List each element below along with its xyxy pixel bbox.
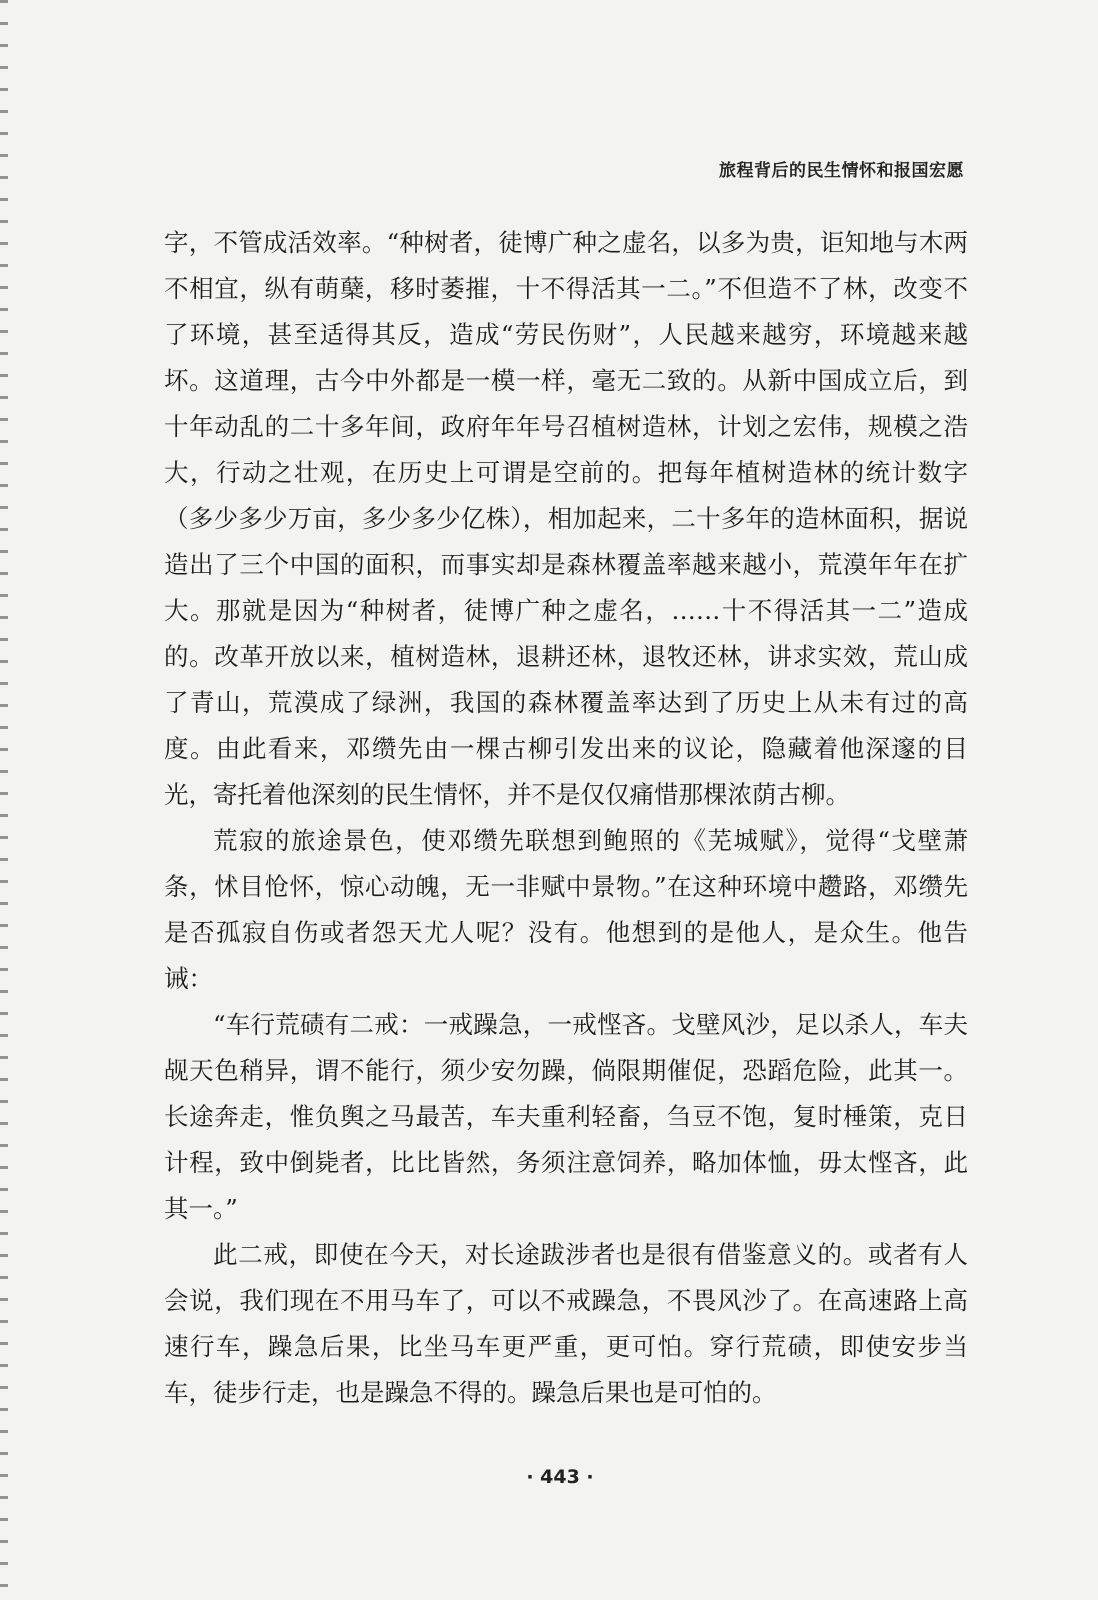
paragraph: 荒寂的旅途景色，使邓缵先联想到鲍照的《芜城赋》，觉得“戈壁萧条，怵目怆怀，惊心动魄，无一非赋中景物。”在这种环境中趱路，邓缵先是否孤寂自伤或者怨天尤人呢？没有。他想到的是他人，是众生。他告诫： bbox=[164, 826, 968, 993]
paragraph: 此二戒，即使在今天，对长途跋涉者也是很有借鉴意义的。或者有人会说，我们现在不用马车了，可以不戒躁急，不畏风沙了。在高速路上高速行车，躁急后果，比坐马车更严重，更可怕。穿行荒碛，即使安步当车，徒步行走，也是躁急不得的。躁急后果也是可怕的。 bbox=[164, 1240, 968, 1407]
page-number: · 443 · bbox=[526, 1466, 594, 1488]
body-text bbox=[164, 220, 968, 1416]
running-head: 旅程背后的民生情怀和报国宏愿 bbox=[719, 161, 964, 181]
quoted-paragraph: “车行荒碛有二戒：一戒躁急，一戒悭吝。戈壁风沙，足以杀人，车夫觇天色稍异，谓不能行，须少安勿躁，倘限期催促，恐蹈危险，此其一。长途奔走，惟负舆之马最苦，车夫重利轻畜，刍豆不饱，复时棰策，克日计程，致中倒毙者，比比皆然，务须注意饲养，略加体恤，毋太悭吝，此其一。” bbox=[164, 1010, 968, 1223]
scan-edge-marks bbox=[0, 0, 8, 1600]
paragraph-continued: 字，不管成活效率。“种树者，徒博广种之虚名，以多为贵，讵知地与木两不相宜，纵有萌蘖，移时萎摧，十不得活其一二。”不但造不了林，改变不了环境，甚至适得其反，造成“劳民伤财”，人民越来越穷，环境越来越坏。这道理，古今中外都是一模一样，毫无二致的。从新中国成立后，到十年动乱的二十多年间，政府年年号召植树造林，计划之宏伟，规模之浩大，行动之壮观，在历史上可谓是空前的。把每年植树造林的统计数字（多少多少万亩，多少多少亿株），相加起来，二十多年的造林面积，据说造出了三个中国的面积，而事实却是森林覆盖率越来越小，荒漠年年在扩大。那就是因为“种树者，徒博广种之虚名，……十不得活其一二”造成的。改革开放以来，植树造林，退耕还林，退牧还林，讲求实效，荒山成了青山，荒漠成了绿洲，我国的森林覆盖率达到了历史上从未有过的高度。由此看来，邓缵先由一棵古柳引发出来的议论，隐藏着他深邃的目光，寄托着他深刻的民生情怀，并不是仅仅痛惜那棵浓荫古柳。 bbox=[164, 228, 968, 809]
